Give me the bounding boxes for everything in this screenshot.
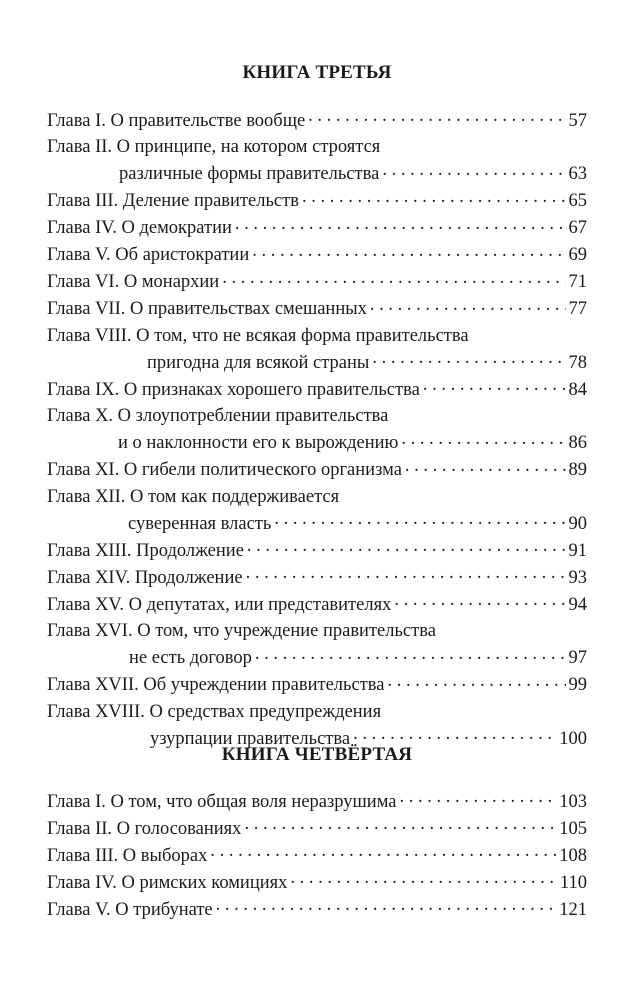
toc-entry[interactable] (47, 242, 587, 269)
leader-dots (246, 564, 566, 583)
leader-dots (370, 296, 566, 315)
toc-entry-title: Глава XIII. Продолжение (47, 540, 244, 561)
toc-entry-title: Глава IV. О римских комициях (47, 872, 288, 893)
toc-entry[interactable] (47, 842, 587, 869)
toc-entry[interactable] (47, 537, 587, 564)
toc-entry-title: Глава III. Деление правительств (47, 191, 299, 211)
leader-dots (222, 269, 565, 288)
toc-entry-title: Глава X. О злоупотреблении правительства (47, 406, 389, 426)
toc-page-number: 69 (568, 245, 587, 265)
leader-dots (235, 215, 566, 234)
toc-entry-title-continuation: не есть договор (129, 648, 252, 668)
book-three-heading: КНИГА ТРЕТЬЯ (242, 62, 392, 83)
toc-entry[interactable] (47, 215, 587, 242)
leader-dots (290, 869, 557, 888)
toc-entry-title: Глава XII. О том как поддерживается (47, 486, 340, 507)
toc-entry-title: Глава XVI. О том, что учреждение правительства (47, 621, 436, 641)
toc-entry-title: Глава I. О правительстве вообще (47, 110, 306, 131)
leader-dots (255, 645, 566, 664)
toc-entry[interactable] (47, 618, 587, 672)
toc-page-number: 110 (559, 872, 587, 893)
toc-entry[interactable] (47, 376, 587, 403)
toc-page-number: 86 (568, 433, 587, 453)
toc-page-number: 121 (559, 899, 587, 920)
toc-entry-title: Глава II. О принципе, на котором строятся (47, 137, 381, 157)
toc-entry-title: Глава IX. О признаках хорошего правительства (47, 379, 420, 400)
leader-dots (353, 725, 556, 744)
toc-page-number: 63 (568, 164, 587, 184)
toc-page-number: 77 (568, 299, 587, 319)
leader-dots (423, 376, 566, 395)
toc-page-number: 90 (568, 513, 587, 534)
toc-page-number: 100 (559, 728, 587, 749)
toc-entry-title: Глава XVII. Об учреждении правительства (47, 675, 385, 695)
toc-entry-title: Глава XIV. Продолжение (47, 567, 243, 588)
toc-entry[interactable] (47, 672, 587, 699)
toc-entry[interactable] (47, 188, 587, 215)
leader-dots (372, 349, 565, 368)
toc-entry-title-continuation: различные формы правительства (119, 164, 380, 184)
leader-dots (401, 430, 565, 449)
toc-page-number: 103 (559, 791, 587, 812)
toc-entry-title: Глава I. О том, что общая воля неразрушима (47, 791, 397, 812)
toc-entry[interactable] (47, 403, 587, 457)
book-three-toc (47, 107, 587, 752)
toc-page-number: 108 (559, 845, 587, 866)
leader-dots (382, 161, 565, 180)
toc-page-number: 105 (559, 818, 587, 839)
toc-page-number: 71 (568, 272, 587, 292)
toc-entry-title-continuation: пригодна для всякой страны (147, 352, 370, 373)
book-four-heading: КНИГА ЧЕТВЁРТАЯ (221, 744, 413, 765)
toc-entry[interactable] (47, 484, 587, 538)
toc-entry-title: Глава II. О голосованиях (47, 818, 242, 839)
toc-entry-title: Глава IV. О демократии (47, 218, 232, 238)
toc-page-number: 99 (568, 675, 587, 695)
toc-entry-title: Глава III. О выборах (47, 845, 208, 866)
toc-page-number: 78 (568, 352, 587, 373)
toc-entry[interactable] (47, 107, 587, 134)
toc-entry[interactable] (47, 269, 587, 296)
toc-entry-title: Глава XI. О гибели политического организма (47, 460, 402, 480)
leader-dots (252, 242, 565, 261)
toc-page-number: 65 (568, 191, 587, 211)
toc-page-number: 91 (568, 540, 587, 561)
leader-dots (244, 815, 556, 834)
toc-entry-title: Глава VII. О правительствах смешанных (47, 299, 367, 319)
toc-entry[interactable] (47, 788, 587, 815)
toc-entry-title-continuation: узурпации правительства (150, 728, 351, 749)
toc-page-number: 89 (568, 460, 587, 480)
toc-entry[interactable] (47, 323, 587, 377)
toc-entry[interactable] (47, 896, 587, 923)
leader-dots (394, 591, 565, 610)
leader-dots (405, 457, 566, 476)
leader-dots (210, 842, 556, 861)
toc-entry[interactable] (47, 296, 587, 323)
toc-entry[interactable] (47, 815, 587, 842)
leader-dots (387, 672, 565, 691)
toc-entry-title: Глава VIII. О том, что не всякая форма правительства (47, 325, 469, 346)
toc-page-number: 97 (568, 648, 587, 668)
toc-entry[interactable] (47, 869, 587, 896)
leader-dots (274, 510, 565, 529)
leader-dots (400, 788, 557, 807)
toc-entry[interactable] (47, 591, 587, 618)
leader-dots (216, 896, 557, 915)
leader-dots (308, 107, 565, 126)
toc-entry-title: Глава XV. О депутатах, или представителях (47, 594, 392, 615)
toc-entry-title-continuation: суверенная власть (128, 513, 272, 534)
leader-dots (247, 537, 566, 556)
toc-entry-title: Глава V. О трибунате (47, 899, 213, 920)
toc-page-number: 93 (568, 567, 587, 588)
toc-entry[interactable] (47, 564, 587, 591)
toc-entry-title: Глава V. Об аристократии (47, 245, 250, 265)
toc-page-number: 67 (568, 218, 587, 238)
toc-entry-title: Глава XVIII. О средствах предупреждения (47, 701, 382, 722)
toc-entry[interactable] (47, 134, 587, 188)
book-four-toc (47, 788, 587, 923)
toc-entry[interactable] (47, 457, 587, 484)
toc-page-number: 94 (568, 594, 587, 615)
toc-page-number: 84 (568, 379, 587, 400)
toc-entry-title: Глава VI. О монархии (47, 272, 220, 292)
toc-entry-title-continuation: и о наклонности его к вырождению (118, 433, 399, 453)
toc-page-number: 57 (568, 110, 587, 131)
leader-dots (302, 188, 566, 207)
